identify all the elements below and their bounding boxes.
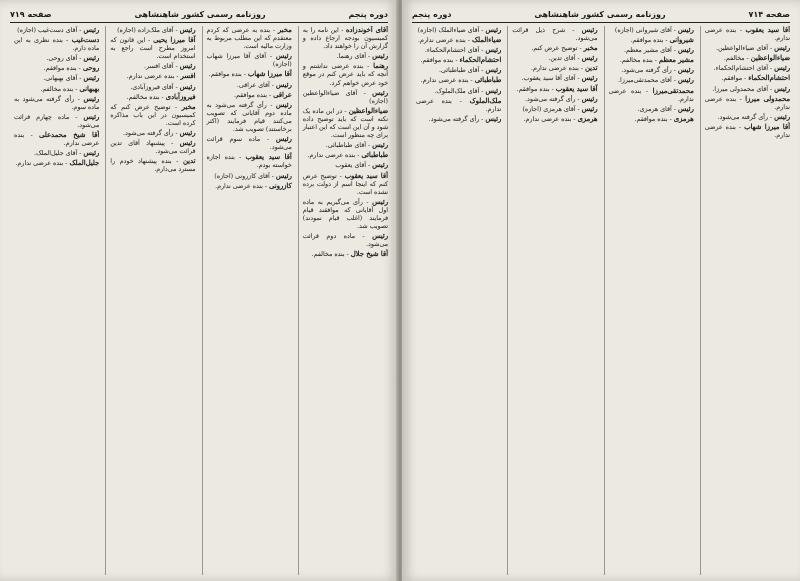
paragraph-text: - بنده عرضی ندارم.: [416, 97, 502, 113]
paragraph: [207, 91, 292, 100]
paragraph: [207, 70, 292, 79]
paragraph: [416, 36, 501, 45]
paragraph: [14, 95, 99, 112]
speaker-name: محمدتقی‌میرزا: [652, 86, 694, 95]
paragraph: [303, 161, 388, 170]
paragraph: [110, 72, 195, 81]
paragraph: [14, 36, 99, 53]
speaker-name: رئیس: [275, 171, 292, 180]
paragraph-text: - توضیح عرض کنم که کمیسیون در این باب مذاکره کرده است.: [110, 103, 196, 127]
paragraph: [512, 26, 597, 43]
paragraph-text: - آقای رهنما.: [336, 53, 373, 61]
paragraph-text: - بنده عرضی ندارم.: [523, 115, 578, 123]
speaker-name: ملک‌الملوک: [469, 96, 502, 105]
paragraph: [512, 74, 597, 83]
right-page: [402, 0, 800, 581]
paragraph-text: - آقای هرمزی.: [637, 105, 678, 113]
paragraph: [416, 66, 501, 75]
paragraph-text: - این قانون که امروز مطرح است راجع به استخدام است.: [110, 37, 196, 61]
paragraph: [110, 139, 195, 156]
right-column-2: [604, 26, 694, 575]
speaker-name: دست‌غیب: [71, 36, 100, 45]
speaker-name: بهبهانی: [79, 84, 100, 93]
speaker-name: رئیس: [774, 44, 790, 53]
speaker-name: رئیس: [83, 94, 100, 103]
speaker-name: رئیس: [372, 161, 388, 170]
speaker-name: شیروانی: [669, 36, 694, 45]
paragraph-text: - بنده عرضی ندارم.: [531, 65, 585, 73]
paragraph-text: - آقای احتشام‌الحکماء.: [424, 47, 486, 55]
paragraph: [14, 131, 99, 148]
paragraph: [705, 64, 790, 73]
paragraph-text: - بنده عرضی ندارم.: [420, 77, 475, 85]
speaker-name: رئیس: [275, 135, 292, 144]
paragraph-text: - بنده عرضی ندارم.: [15, 160, 70, 168]
paragraph-text: - ماده سوم قرائت می‌شود.: [206, 136, 292, 152]
paragraph: [512, 54, 597, 63]
speaker-name: رئیس: [275, 80, 292, 89]
paragraph-text: - توضیح عرض کنم.: [531, 45, 584, 53]
paragraph: [303, 141, 388, 150]
paragraph: [303, 151, 388, 160]
speaker-name: تدین: [584, 64, 598, 73]
paragraph: [512, 95, 597, 104]
speaker-name: مخبر: [277, 26, 292, 34]
paragraph: [416, 26, 501, 35]
paragraph-text: - آقای عراقی.: [236, 81, 276, 89]
paragraph-text: - بنده موافقم.: [630, 37, 670, 45]
paragraph-text: - آقای ملک‌زاده (اجازه): [117, 27, 180, 34]
paragraph-text: - رأی گرفته می‌شود.: [123, 130, 180, 138]
speaker-name: آقا سید یعقوب: [245, 153, 292, 162]
paragraph-text: - در این ماده یک نکته است که باید توضیح داده شود و آن این است که این اعتبار برای چه منظور است.: [302, 107, 388, 140]
left-column-1: [298, 26, 388, 575]
paragraph-text: - آقای جلیل‌الملک.: [33, 150, 84, 158]
paragraph-text: - پیشنهاد آقای تدین قرائت می‌شود.: [110, 140, 196, 156]
speaker-name: رئیس: [677, 26, 694, 34]
paragraph-text: - ماده دوم قرائت می‌شود.: [302, 233, 388, 249]
paragraph: [14, 26, 99, 35]
speaker-name: رئیس: [485, 66, 502, 75]
paragraph-text: - آقای ضیاءالملک (اجازه): [417, 27, 486, 34]
speaker-name: رئیس: [581, 104, 598, 113]
paragraph: [14, 159, 99, 168]
paragraph-text: - بنده عرضی ندارم.: [704, 123, 790, 140]
paragraph: [416, 115, 501, 124]
left-page-header: [10, 6, 388, 22]
speaker-name: رئیس: [83, 26, 100, 34]
paragraph: [303, 89, 388, 106]
speaker-name: رئیس: [485, 26, 502, 34]
paragraph-text: - بنده موافقم.: [233, 91, 274, 99]
paragraph-text: - بنده موافقم.: [208, 71, 248, 79]
speaker-name: رئیس: [581, 74, 598, 83]
left-column-4: [10, 26, 99, 575]
paragraph-text: - آقای کازرونی (اجازه): [214, 172, 276, 180]
paragraph: [705, 85, 790, 94]
paragraph-text: - بنده عرضی ندارم.: [704, 95, 790, 111]
paragraph-text: - رأی گرفته می‌شود.: [621, 67, 678, 75]
paragraph-text: - بنده عرضی نداشتم و آنچه که باید عرض کنم در موقع خود عرض خواهم کرد.: [302, 63, 388, 87]
paragraph-text: - آقای یعقوب: [335, 162, 373, 170]
speaker-name: آقا سید یعقوب: [555, 84, 598, 93]
speaker-name: رئیس: [485, 46, 502, 55]
speaker-name: رئیس: [372, 52, 388, 61]
speaker-name: هرمزی: [577, 114, 598, 123]
paragraph-text: - بنده به عرضی که کردم معتقدم که این مطلب مربوط به وزارت مالیه است.: [206, 27, 292, 51]
paragraph: [303, 107, 388, 140]
paragraph: [416, 87, 501, 96]
paragraph: [705, 44, 790, 53]
paragraph-text: - آقای طباطبائی.: [325, 142, 373, 150]
speaker-name: آقا میرزا شهاب: [744, 122, 790, 131]
speaker-name: آقا سید یعقوب: [344, 171, 388, 180]
paragraph-text: - رأی می‌گیریم به ماده اول آقایانی که موافقند قیام فرمایند (اغلب قیام نمودند) تصویب شد.: [302, 198, 388, 231]
paragraph: [303, 250, 388, 259]
paragraph: [110, 157, 195, 174]
paragraph: [512, 105, 597, 114]
speaker-name: رئیس: [677, 76, 694, 85]
paragraph: [705, 54, 790, 63]
paragraph: [110, 36, 195, 61]
speaker-name: رئیس: [179, 26, 196, 34]
paragraph-text: - رأی گرفته می‌شود به ماده سوم.: [14, 95, 100, 111]
paragraph: [609, 66, 694, 75]
paragraph-text: - آقای محمدتقی‌میرزا.: [618, 77, 678, 85]
speaker-name: رئیس: [179, 129, 196, 138]
paragraph: [110, 93, 195, 102]
paragraph: [14, 113, 99, 130]
paragraph: [303, 198, 388, 231]
speaker-name: رئیس: [774, 84, 790, 93]
paragraph-text: - رأی گرفته می‌شود به ماده دوم آقایانی که تصویب می‌کنند قیام فرمایند (اکثر برخاستند) تصویب شد.: [206, 101, 292, 134]
paragraph-text: - آقای مشیر معظم.: [623, 47, 678, 55]
paragraph-text: - ماده چهارم قرائت می‌شود.: [14, 113, 100, 129]
paragraph: [110, 62, 195, 71]
paragraph-text: - بنده موافقم.: [516, 85, 556, 93]
paragraph: [110, 83, 195, 92]
paragraph-text: - آقای دست‌غیب (اجازه): [17, 27, 84, 34]
paragraph-text: - بنده عرضی ندارم.: [126, 73, 181, 81]
speaker-name: رئیس: [83, 112, 100, 121]
paragraph: [512, 85, 597, 94]
speaker-name: افسر: [180, 72, 196, 81]
speaker-name: مخبر: [181, 102, 196, 111]
speaker-name: رئیس: [372, 88, 388, 97]
right-header-title: روزنامه رسمی کشور شاهنشاهی: [534, 9, 666, 19]
paragraph-text: - بنده عرضی ندارم.: [215, 182, 270, 190]
speaker-name: آقا سید یعقوب: [745, 26, 790, 34]
speaker-name: رئیس: [275, 100, 292, 109]
speaker-name: تدین: [182, 157, 196, 166]
speaker-name: رئیس: [372, 141, 388, 150]
speaker-name: رئیس: [677, 46, 694, 55]
right-header-page-number: صفحه ۷۱۴: [748, 9, 790, 19]
paragraph: [110, 129, 195, 138]
paragraph-text: - این نامه را به کمیسیون بودجه ارجاع داده و گزارش آن را خواهند داد.: [302, 27, 388, 51]
paragraph-text: - آقای آقا سید یعقوب.: [521, 75, 582, 83]
right-header-rule: [412, 22, 790, 23]
speaker-name: طباطبائی: [361, 151, 388, 160]
paragraph: [110, 103, 195, 128]
right-page-header: [412, 6, 790, 22]
paragraph-text: - بنده عرضی ندارم.: [704, 27, 790, 43]
paragraph-text: - رأی گرفته می‌شود.: [525, 95, 582, 103]
paragraph-text: - موافقم.: [721, 75, 749, 83]
paragraph: [14, 74, 99, 83]
left-header-period: دوره پنجم: [348, 9, 388, 19]
paragraph-text: - آقای احتشام‌الحکماء.: [713, 65, 775, 73]
paragraph: [207, 26, 292, 51]
paragraph: [609, 36, 694, 45]
paragraph: [609, 26, 694, 35]
paragraph: [705, 26, 790, 43]
speaker-name: رئیس: [275, 52, 292, 61]
paragraph: [303, 52, 388, 61]
left-header-rule: [10, 22, 388, 23]
paragraph-text: - رأی گرفته می‌شود.: [428, 115, 486, 123]
paragraph: [609, 46, 694, 55]
speaker-name: فیروزآبادی: [165, 92, 196, 101]
paragraph: [110, 26, 195, 35]
paragraph: [416, 97, 501, 114]
paragraph: [207, 153, 292, 170]
speaker-name: رئیس: [774, 112, 790, 121]
paragraph: [303, 232, 388, 249]
paragraph: [207, 52, 292, 69]
speaker-name: رئیس: [581, 94, 598, 103]
right-column-3: [507, 26, 597, 575]
paragraph-text: - شرح ذیل قرائت می‌شود.: [512, 27, 598, 43]
speaker-name: آقا شیخ جلال: [350, 250, 388, 259]
paragraph: [303, 26, 388, 51]
right-column-1: [700, 26, 790, 575]
right-column-4: [412, 26, 501, 575]
left-page: [0, 0, 398, 581]
paragraph: [303, 172, 388, 197]
paragraph-text: - بنده عرضی ندارم.: [14, 132, 100, 148]
speaker-name: رئیس: [179, 139, 196, 148]
paragraph-text: - آقای محمدولی میرزا.: [712, 85, 775, 93]
right-header-period: دوره پنجم: [412, 9, 452, 19]
paragraph-text: - بنده نظری به این ماده دارم.: [14, 37, 100, 53]
paragraph: [705, 74, 790, 83]
speaker-name: ضیاءالملک: [471, 36, 502, 45]
paragraph: [207, 101, 292, 134]
paragraph: [609, 115, 694, 124]
paragraph: [207, 182, 292, 191]
paragraph-text: - بنده عرضی ندارم.: [608, 87, 694, 103]
paragraph-text: - آقای ملک‌الملوک.: [434, 87, 486, 95]
paragraph-text: - بنده اجازه خواسته بودم.: [206, 154, 292, 170]
left-column-2: [202, 26, 292, 575]
speaker-name: احتشام‌الحکماء: [748, 74, 790, 83]
paragraph: [512, 64, 597, 73]
paragraph-text: - آقای طباطبائی.: [438, 67, 486, 75]
speaker-name: هرمزی: [673, 114, 694, 123]
left-header-title: روزنامه رسمی کشور شاهنشاهی: [134, 9, 266, 19]
speaker-name: آقا شیخ محمدعلی: [39, 131, 100, 140]
paragraph: [416, 56, 501, 65]
paragraph-text: - آقای بهبهانی.: [43, 75, 84, 83]
speaker-name: رئیس: [179, 82, 196, 91]
paragraph: [705, 95, 790, 112]
speaker-name: آقا میرزا یحیی: [153, 36, 196, 45]
paragraph-text: - آقای فیروزآبادی.: [130, 83, 180, 91]
speaker-name: طباطبائی: [474, 76, 502, 85]
speaker-name: رئیس: [677, 66, 694, 75]
left-header-page-number: صفحه ۷۱۹: [10, 9, 52, 19]
paragraph-text: - بنده موافقم.: [634, 115, 674, 123]
paragraph: [416, 76, 501, 85]
speaker-name: مخبر: [583, 44, 598, 53]
paragraph-text: - بنده موافقم.: [43, 65, 83, 73]
speaker-name: عراقی: [273, 90, 292, 99]
paragraph-text: - آقای تدین.: [548, 55, 582, 63]
paragraph: [14, 149, 99, 158]
paragraph-text: - آقای هرمزی (اجازه): [522, 105, 582, 113]
paragraph: [416, 46, 501, 55]
paragraph: [207, 135, 292, 152]
speaker-name: احتشام‌الحکماء: [459, 56, 502, 65]
paragraph: [14, 64, 99, 73]
speaker-name: رئیس: [581, 26, 598, 34]
paragraph-text: - بنده پیشنهاد خودم را مسترد می‌دارم.: [110, 158, 196, 174]
speaker-name: رئیس: [372, 197, 388, 206]
paragraph-text: - بنده عرضی ندارم.: [417, 37, 472, 45]
speaker-name: رئیس: [83, 54, 100, 63]
speaker-name: روحی: [82, 64, 100, 73]
left-page-columns: [10, 26, 388, 575]
speaker-name: رئیس: [581, 54, 598, 63]
paragraph: [609, 56, 694, 65]
speaker-name: کازرونی: [269, 181, 292, 190]
paragraph-text: - آقای ضیاءالواعظین (اجازه): [302, 89, 388, 105]
speaker-name: ضیاءالواعظین: [348, 106, 388, 115]
speaker-name: رئیس: [83, 74, 100, 83]
paragraph-text: - مخالفم.: [723, 55, 751, 63]
paragraph-text: - رأی گرفته می‌شود.: [717, 113, 775, 121]
paragraph: [207, 172, 292, 181]
paragraph: [14, 54, 99, 63]
paragraph-text: - آقای ضیاءالواعظین.: [715, 45, 775, 53]
speaker-name: رئیس: [774, 64, 790, 73]
left-column-3: [105, 26, 195, 575]
paragraph: [705, 113, 790, 122]
paragraph: [14, 85, 99, 94]
speaker-name: جلیل‌الملک: [69, 159, 100, 168]
paragraph: [207, 81, 292, 90]
paragraph-text: - آقای آقا میرزا شهاب (اجازه): [206, 53, 292, 69]
paragraph-text: - بنده مخالفم.: [619, 57, 659, 65]
speaker-name: آقای آخوندزاده: [345, 26, 388, 34]
speaker-name: رئیس: [372, 232, 388, 241]
paragraph-text: - بنده مخالفم.: [40, 85, 80, 93]
paragraph: [609, 76, 694, 85]
paragraph: [705, 123, 790, 140]
speaker-name: رئیس: [677, 104, 694, 113]
speaker-name: رئیس: [83, 149, 100, 158]
speaker-name: رئیس: [179, 62, 196, 71]
paragraph: [512, 44, 597, 53]
paragraph-text: - بنده عرضی ندارم.: [307, 152, 362, 160]
paragraph-text: - آقای شیروانی (اجازه): [614, 27, 678, 34]
paragraph: [512, 115, 597, 124]
paragraph: [303, 62, 388, 87]
speaker-name: رهنما: [373, 62, 388, 71]
paragraph-text: - بنده مخالفم.: [311, 251, 351, 259]
paragraph: [609, 105, 694, 114]
speaker-name: آقا میرزا شهاب: [247, 70, 292, 79]
speaker-name: محمدولی میرزا: [745, 94, 790, 103]
speaker-name: رئیس: [485, 86, 502, 95]
paragraph-text: - بنده موافقم.: [420, 57, 460, 65]
paragraph-text: - آقای روحی.: [46, 55, 84, 63]
paragraph: [609, 87, 694, 104]
paragraph-text: - توضیح عرض کنم که اینجا اسم از دولت برده نشده است.: [302, 172, 388, 196]
paragraph-text: - بنده مخالفم.: [126, 93, 166, 101]
speaker-name: ضیاءالواعظین: [750, 54, 790, 63]
paragraph-text: - آقای افسر.: [144, 63, 180, 71]
speaker-name: رئیس: [485, 114, 502, 123]
speaker-name: مشیر معظم: [658, 56, 694, 65]
right-page-columns: [412, 26, 790, 575]
